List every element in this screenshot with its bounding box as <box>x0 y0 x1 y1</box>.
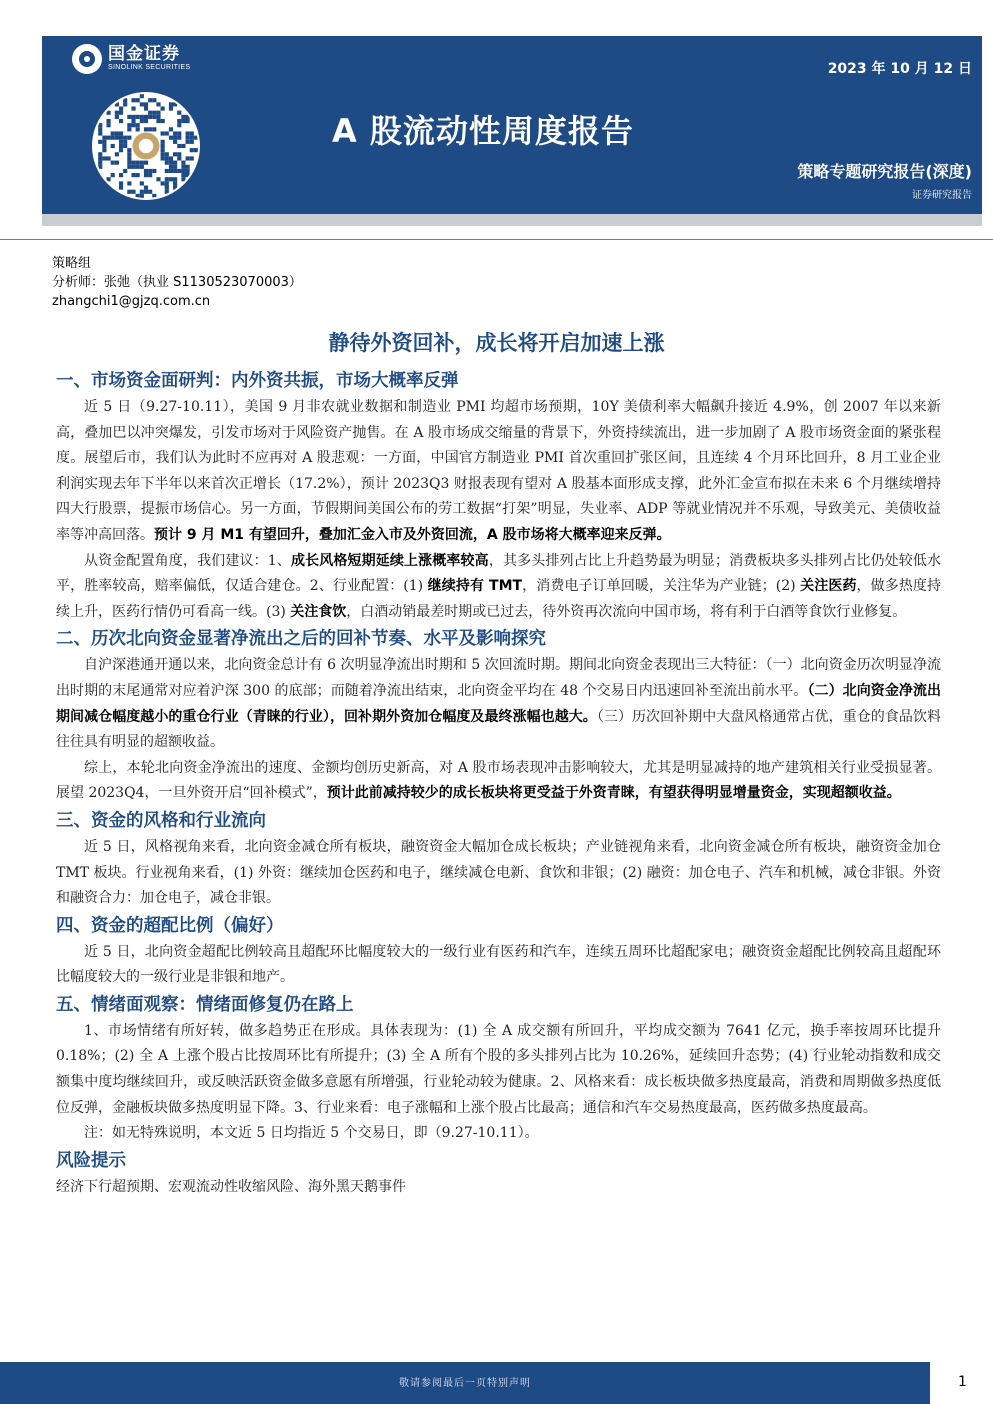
paragraph-text: 1、市场情绪有所好转，做多趋势正在形成。具体表现为：(1) 全 A 成交额有所回升，平均成交额为 7641 亿元，换手率按周环比提升 0.18%；(2) 全 A 上涨个股占比按周环比有所提升；(3) 全 A 所有个股的多头排列占比为 10.26%，延续回升态势；(4) 行业轮动指数和成交额集中度均继续回升，或反映活跃资金做多意愿有所增强，行业轮动较为健康。2、风格来看：成长板块做多热度最高，消费和周期做多热度低位反弹，金融板块做多热度明显下降。3、行业来看：电子涨幅和上涨个股占比最高；通信和汽车交易热度最高，医药做多热度最高。 <box>56 1022 941 1116</box>
paragraph-text: 从资金配置角度，我们建议：1、 <box>84 552 291 569</box>
paragraph-text: 自沪深港通开通以来，北向资金总计有 6 次明显净流出时期和 5 次回流时期。期间北向资金表现出三大特征：（一）北向资金历次明显净流出时期的末尾通常对应着沪深 300 的底部；而随着净流出结束，北向资金平均在 48 个交易日内迅速回补至流出前水平。 <box>56 657 941 699</box>
author-group: 策略组 <box>52 256 92 271</box>
paragraph-text: ，白酒动销最差时期或已过去，待外资再次流向中国市场，将有利于白酒等食饮行业修复。 <box>346 603 907 620</box>
emphasis-text: 成长风格短期延续上涨概率较高 <box>290 552 489 569</box>
paragraph-text: 近 5 日，风格视角来看，北向资金减仓所有板块，融资资金大幅加仓成长板块；产业链视角来看，北向资金减仓所有板块，融资资金加仓 TMT 板块。行业视角来看，(1) 外资：继续加仓医药和电子，继续减仓电新、食饮和非银；(2) 融资：加仓电子、汽车和机械，减仓非银。外资和融资合力：加仓电子，减仓非银。 <box>56 838 941 907</box>
body-paragraph <box>56 940 941 991</box>
body-paragraph <box>56 1121 941 1147</box>
paragraph-text: 综上，本轮北向资金净流出的速度、金额均创历史新高，对 A 股市场表现冲击影响较大，尤其是明显减持的地产建筑相关行业受损显著。展望 2023Q4，一旦外资开启“回补模式”， <box>56 759 941 802</box>
section-title: 五、情绪面观察：情绪面修复仍在路上 <box>56 994 354 1015</box>
report-date: 2023 年 10 月 12 日 <box>827 61 972 77</box>
emphasis-text: 关注食饮 <box>290 603 347 620</box>
main-headline: 静待外资回补，成长将开启加速上涨 <box>328 331 665 355</box>
report-class: 证券研究报告 <box>912 190 972 201</box>
paragraph-text: 注：如无特殊说明，本文近 5 日均指近 5 个交易日，即（9.27-10.11）。 <box>84 1125 539 1142</box>
risk-title: 风险提示 <box>56 1150 126 1171</box>
qr-code-icon <box>92 92 200 200</box>
paragraph-text: （三）历次回补期中大盘风格通常占优，重仓的食品饮料往往具有明显的超额收益。 <box>56 708 942 751</box>
emphasis-text: 继续持有 TMT <box>427 578 523 595</box>
body-paragraph <box>56 549 941 626</box>
paragraph-text: ，其多头排列占比上升趋势最为明显；消费板块多头排列占比仍处较低水平，胜率较高，赔率偏低，仅适合建仓。2、行业配置：(1) <box>56 552 942 595</box>
report-type: 策略专题研究报告(深度) <box>797 162 972 181</box>
paragraph-text: ，做多热度持续上升，医药行情仍可看高一线。(3) <box>56 578 942 620</box>
section-title: 二、历次北向资金显著净流出之后的回补节奏、水平及影响探究 <box>56 629 546 650</box>
section-title: 三、资金的风格和行业流向 <box>56 810 266 831</box>
header-divider <box>0 239 993 240</box>
body-paragraph <box>56 756 941 807</box>
paragraph-text: ，消费电子订单回暖，关注华为产业链；(2) <box>522 578 801 595</box>
paragraph-text: 近 5 日，北向资金超配比例较高且超配环比幅度较大的一级行业有医药和汽车，连续五周环比超配家电；融资资金超配比例较高且超配环比幅度较大的一级行业是非银和地产。 <box>56 943 941 986</box>
emphasis-text: 关注医药 <box>800 578 857 595</box>
body-paragraph <box>56 395 941 549</box>
section-title: 一、市场资金面研判：内外资共振，市场大概率反弹 <box>56 371 459 391</box>
section-title: 四、资金的超配比例（偏好） <box>56 915 284 936</box>
header-banner <box>42 36 982 214</box>
logo-mark-icon <box>72 44 102 74</box>
paragraph-text: 近 5 日（9.27-10.11），美国 9 月非农就业数据和制造业 PMI 均超市场预期，10Y 美债利率大幅飙升接近 4.9%，创 2007 年以来新高，叠加巴以冲突爆发，引发市场对于风险资产抛售。在 A 股市场成交缩量的背景下，外资持续流出，进一步加剧了 A 股市场资金面的紧张程度。展望后市，我们认为此时不应再对 A 股悲观：一方面，中国官方制造业 PMI 首次重回扩张区间，且连续 4 个月环比回升，8 月工业企业利润实现去年下半年以来首次正增长（17.2%），预计 2023Q3 财报表现有望对 A 股基本面形成支撑，此外汇金宣布拟在未来 6 个月继续增持四大行股票，提振市场信心。另一方面，节假期间美国公布的劳工数据“打架”明显，失业率、ADP 等就业情况并不乐观，导致美元、美债收益率等冲高回落。 <box>56 399 941 543</box>
footer-disclaimer: 敬请参阅最后一页特别声明 <box>399 1378 531 1389</box>
body-paragraph <box>56 653 941 755</box>
emphasis-text: （二）北向资金净流出期间减仓幅度越小的重仓行业（青睐的行业），回补期外资加仓幅度及最终涨幅也越大。 <box>56 682 941 725</box>
body-paragraph <box>56 1019 941 1121</box>
logo-name-cn: 国金证券 <box>108 44 180 64</box>
author-email[interactable]: zhangchi1@gjzq.com.cn <box>52 294 211 309</box>
author-block <box>52 254 302 311</box>
body-paragraph <box>56 835 941 912</box>
risk-text: 经济下行超预期、宏观流动性收缩风险、海外黑天鹅事件 <box>56 1178 406 1195</box>
logo-name-en: SINOLINK SECURITIES <box>108 64 191 71</box>
company-logo <box>72 44 190 74</box>
report-title: A 股流动性周度报告 <box>332 112 634 150</box>
author-analyst: 分析师：张弛（执业 S1130523070003） <box>52 275 302 290</box>
emphasis-text: 预计 9 月 M1 有望回升，叠加汇金入市及外资回流，A 股市场将大概率迎来反弹。 <box>154 526 671 543</box>
report-body <box>56 367 941 1200</box>
page-number: 1 <box>958 1374 967 1390</box>
emphasis-text: 预计此前减持较少的成长板块将更受益于外资青睐，有望获得明显增量资金，实现超额收益。 <box>326 785 901 802</box>
